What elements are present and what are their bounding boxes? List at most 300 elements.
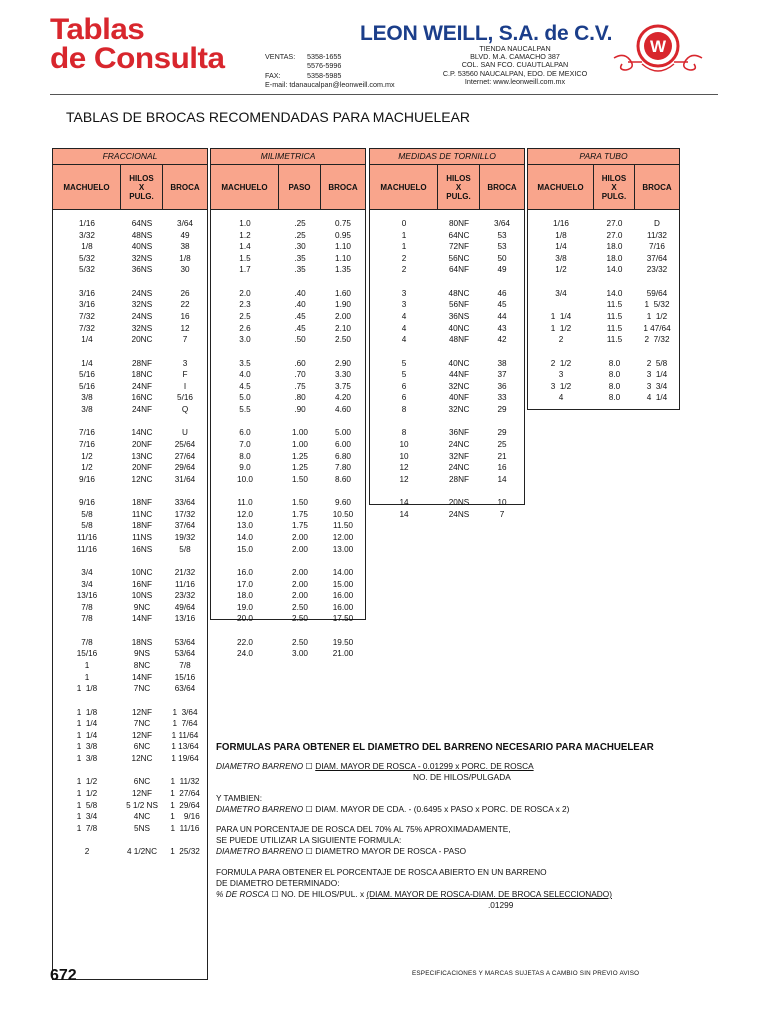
table-cell: 14.0 <box>606 288 623 298</box>
table-cell: 6 <box>401 381 407 391</box>
table-cell: 10 <box>399 440 409 449</box>
table-cell: 1/8 <box>179 253 191 263</box>
table-cell: 11/16 <box>175 579 195 589</box>
disclaimer: ESPECIFICACIONES Y MARCAS SUJETAS A CAMBIO SIN PREVIO AVISO <box>412 970 640 977</box>
table-cell: 26 <box>180 288 190 298</box>
table-cell: 1 <box>401 242 407 252</box>
table-cell: 40NC <box>448 323 470 333</box>
table-cell: 23/32 <box>174 591 196 601</box>
table-cell: 22 <box>180 300 190 310</box>
table-cell: 2 <box>401 253 407 263</box>
table-cell: 9.0 <box>239 463 251 473</box>
table-cell: 38 <box>180 242 190 252</box>
column-header: MACHUELO <box>211 165 279 209</box>
table-cell: 32NF <box>448 451 470 461</box>
table-cell: 7/32 <box>79 323 95 333</box>
table-cell: 13NC <box>131 451 153 461</box>
table-cell: 5/32 <box>79 253 95 263</box>
company-name: LEON WEILL, S.A. de C.V. <box>360 22 613 45</box>
table-cell: 6.80 <box>335 451 351 461</box>
table-cell: 72NF <box>448 242 470 252</box>
table-cell: 5/16 <box>177 393 193 403</box>
formula-expression: DIAMETRO MAYOR DE ROSCA - PASO <box>315 846 467 857</box>
table-cell: U <box>182 428 188 438</box>
table-cell: 25 <box>497 440 507 449</box>
table-cell: 1.7 <box>239 265 251 275</box>
formula-numerator: DIAM. MAYOR DE ROSCA - 0.01299 x PORC. DE ROSCA <box>315 761 534 772</box>
table-cell: 18.0 <box>606 253 623 263</box>
table-cell: 1 5/8 <box>76 800 98 810</box>
table-cell: 1 3/4 <box>76 812 98 822</box>
equals-symbol: ☐ <box>271 889 279 900</box>
table-cell: 17/32 <box>174 509 196 519</box>
table-cell: 24NF <box>131 381 153 391</box>
email-link[interactable]: E-mail: tdanaucalpan@leonweill.com.mx <box>265 79 395 89</box>
fax-number: 5358-5985 <box>307 70 342 80</box>
table-cell: 29 <box>497 428 507 438</box>
table-cell: 3 <box>558 370 564 380</box>
table-cell: 1 3/8 <box>76 754 98 763</box>
table-cell: 32NS <box>131 253 153 263</box>
table-cell: F <box>182 370 188 380</box>
table-cell: 14 <box>399 509 409 519</box>
table-cell: 8NC <box>133 661 151 670</box>
table-cell: 7/8 <box>179 661 191 670</box>
table-cell: 37/64 <box>646 253 668 263</box>
table-cell: 1.90 <box>335 300 351 310</box>
table-cell: 2.00 <box>292 533 308 542</box>
table-cell: 12NF <box>131 707 153 717</box>
table-cell: 4 1/2NC <box>126 847 158 857</box>
table-cell: 1.50 <box>292 474 308 484</box>
table-cell: 4 <box>558 393 564 403</box>
table-cell: 1 7/64 <box>172 719 198 729</box>
table-cell: 2.00 <box>292 579 308 589</box>
table-cell: 16NC <box>131 393 153 403</box>
column-header: BROCA <box>487 182 517 192</box>
table-cell: 1 25/32 <box>170 847 200 857</box>
table-cell: 1 11/32 <box>170 777 200 787</box>
table-cell: 11.5 <box>606 300 623 310</box>
table-cell: 1.10 <box>335 242 351 252</box>
table-cell: I <box>183 381 187 391</box>
table-cell: 1.50 <box>292 498 308 508</box>
table-cell: 3 1/2 <box>550 381 572 391</box>
table-cell: .40 <box>294 300 306 310</box>
store-line: COL. SAN FCO. CUAUTLALPAN <box>461 60 569 70</box>
ventas-phone-2: 5576-5996 <box>307 61 342 71</box>
table-cell: 33/64 <box>174 498 196 508</box>
table-cell: 2.50 <box>292 602 308 612</box>
table-cell: 11NS <box>132 533 152 542</box>
table-cell: 2 7/32 <box>644 335 670 345</box>
table-cell: 1 1/8 <box>76 707 98 717</box>
table-cell: 12 <box>399 474 409 484</box>
table-cell: 3.30 <box>335 370 351 380</box>
table-cell: 2 5/8 <box>646 358 668 368</box>
table-cell: .90 <box>294 405 306 414</box>
table-cell: 3/16 <box>79 288 95 298</box>
table-cell: 12.0 <box>237 509 253 519</box>
table-cell: .45 <box>294 323 306 333</box>
table-cell: 3/16 <box>79 300 95 310</box>
table-cell: 49 <box>497 265 507 275</box>
table-cell: 1 1/2 <box>76 789 98 798</box>
table-cell: 7NC <box>133 684 151 694</box>
table-cell: 1/4 <box>555 242 567 252</box>
table-cell: 11/16 <box>77 533 97 542</box>
formula-denominator: .01299 <box>488 900 514 911</box>
table-cell: 2.3 <box>239 300 251 310</box>
store-line: TIENDA NAUCALPAN <box>479 44 551 53</box>
table-cell: 5/8 <box>179 544 191 554</box>
table-cell: 18NS <box>131 637 153 647</box>
header-divider <box>50 94 718 95</box>
table-cell: 3 3/4 <box>646 381 668 391</box>
table-cell: 2.5 <box>239 312 251 321</box>
table-cell: 1/16 <box>79 219 95 228</box>
table-cell: 49 <box>180 230 190 240</box>
table-cell: 16NS <box>131 544 153 554</box>
table-cell: 3.00 <box>292 649 308 659</box>
table-cell: 20NS <box>448 498 470 508</box>
table-cell: 1 <box>84 661 90 670</box>
table-cell: 1.75 <box>292 509 308 519</box>
table-cell: 3/4 <box>81 568 93 577</box>
table-cell: 1 47/64 <box>643 323 671 333</box>
logo-letter: W <box>649 37 667 56</box>
table-cell: 1/4 <box>81 358 93 368</box>
table-cell: 24NC <box>448 463 470 473</box>
table-cell: 37 <box>497 370 507 380</box>
table-cell: 1 11/16 <box>170 823 200 833</box>
table-cell: 1 <box>401 230 407 240</box>
table-cell: .30 <box>294 242 306 252</box>
table-cell: 6.0 <box>239 428 251 438</box>
formula-expression: DIAM. MAYOR DE CDA. - (0.6495 x PASO x PORC. DE ROSCA x 2) <box>315 803 570 814</box>
table-cell: 12.00 <box>332 533 354 542</box>
table-cell: 9NC <box>133 602 151 612</box>
table-cell: 21/32 <box>174 568 196 577</box>
table-cell: 1.35 <box>335 265 351 275</box>
table-cell: 5.5 <box>239 405 251 414</box>
table-cell: 1 29/64 <box>170 800 200 810</box>
note-text: PARA UN PORCENTAJE DE ROSCA DEL 70% AL 75% APROXIMADAMENTE, <box>216 824 511 835</box>
table-cell: 1 5/32 <box>644 300 670 310</box>
column-header: HILOS X PULG. <box>438 165 480 209</box>
table-cell: 14NF <box>131 672 153 682</box>
table-cell: .60 <box>294 358 306 368</box>
table-cell: 32NC <box>448 405 470 414</box>
table-cell: 63/64 <box>174 684 196 694</box>
table-cell: 18.0 <box>237 591 253 601</box>
table-cell: 3 <box>401 300 407 310</box>
table-cell: 18NC <box>131 370 153 380</box>
table-cell: 2.90 <box>335 358 351 368</box>
table-cell: 1.00 <box>292 440 308 449</box>
table-cell: 4 <box>401 335 407 345</box>
table-cell: 11/16 <box>77 544 97 554</box>
table-cell: 18NF <box>131 498 153 508</box>
table-cell: 1.4 <box>239 242 251 252</box>
table-cell: 36 <box>497 381 507 391</box>
column-header: BROCA <box>642 182 672 192</box>
table-cell: 20NF <box>131 463 153 473</box>
table-cell: 15.00 <box>332 579 354 589</box>
table-cell: 1 7/8 <box>76 823 98 833</box>
table-cell: 11.5 <box>606 335 623 345</box>
table-cell: 64NF <box>448 265 470 275</box>
table-cell: 1 1/2 <box>76 777 98 787</box>
table-cell: 53/64 <box>174 637 196 647</box>
table-cell: 44 <box>497 312 507 321</box>
table-cell: 13/16 <box>76 591 98 601</box>
table-cell: 1 9/16 <box>170 812 200 822</box>
table-cell: 59/64 <box>646 288 668 298</box>
table-cell: 36NS <box>448 312 470 321</box>
column-headers <box>53 165 207 210</box>
table-cell: 3/4 <box>555 288 567 298</box>
table-cell: 18.0 <box>606 242 623 252</box>
table-cell: 40NF <box>448 393 470 403</box>
table-cell: 16NF <box>131 579 153 589</box>
ventas-label: VENTAS: <box>265 52 296 61</box>
table-cell: 7NC <box>133 719 151 729</box>
table-title: PARA TUBO <box>528 149 679 165</box>
table-cell: 3/8 <box>81 405 93 414</box>
table-cell: 1 1/4 <box>550 312 572 321</box>
table-cell: 5/16 <box>79 370 95 380</box>
table-cell: 16.00 <box>332 602 354 612</box>
formula-label: % DE ROSCA <box>216 889 270 900</box>
contact-info <box>265 52 395 89</box>
table-cell: 2.50 <box>335 335 351 345</box>
table-cell: 37/64 <box>174 521 196 531</box>
table-cell: 64NS <box>131 219 153 228</box>
table-cell: 3 1/4 <box>646 370 668 380</box>
table-cell: 2 <box>84 847 90 857</box>
table-cell: 9/16 <box>79 474 95 484</box>
column-header: MACHUELO <box>528 165 594 209</box>
table-cell: 56NC <box>448 253 470 263</box>
formulas-section <box>216 742 716 911</box>
table-cell: 6NC <box>133 777 151 787</box>
table-cell: 1 3/8 <box>76 742 98 752</box>
fax-label: FAX: <box>265 70 281 80</box>
table-cell: 2.6 <box>239 323 251 333</box>
table-cell: 3/8 <box>81 393 93 403</box>
table-cell: 5.0 <box>239 393 251 403</box>
table-cell: .50 <box>294 335 306 345</box>
table-title: MILIMETRICA <box>211 149 365 165</box>
table-cell: 3 <box>182 358 188 368</box>
table-cell: 28NF <box>131 358 153 368</box>
table-cell: 7/32 <box>79 312 95 321</box>
table-cell: 1 27/64 <box>170 789 200 798</box>
table-cell: 12 <box>180 323 190 333</box>
table-cell: 11NC <box>131 509 153 519</box>
table-cell: 21.00 <box>332 649 354 659</box>
table-cell: 10.0 <box>237 474 253 484</box>
table-cell: 15/16 <box>174 672 196 682</box>
website-link[interactable]: Internet: www.leonweill.com.mx <box>464 76 566 86</box>
table-cell: 18NF <box>131 521 153 531</box>
table-cell: 8.0 <box>608 381 621 391</box>
table-cell: .25 <box>294 219 306 228</box>
table-cell: 48NF <box>448 335 470 345</box>
page-title: TABLAS DE BROCAS RECOMENDADAS PARA MACHUELEAR <box>66 109 471 125</box>
table-cell: 6.00 <box>335 440 351 449</box>
table-cell: 1.0 <box>239 219 251 228</box>
table-cell: .80 <box>294 393 306 403</box>
column-header: PASO <box>279 165 321 209</box>
store-address <box>410 45 620 86</box>
table-cell: 19.0 <box>237 602 253 612</box>
formula-numerator: (DIAM. MAYOR DE ROSCA-DIAM. DE BROCA SELECCIONADO) <box>366 889 612 900</box>
table-cell: 53 <box>497 242 507 252</box>
table-cell: 80NF <box>448 219 470 228</box>
table-cell: 29 <box>497 405 507 414</box>
table-cell: 38 <box>497 358 507 368</box>
table-cell: 20NC <box>131 335 153 345</box>
formula-label: DIAMETRO BARRENO <box>216 846 304 857</box>
equals-symbol: ☐ <box>305 803 313 814</box>
table-cell: 1/16 <box>553 219 569 228</box>
table-cell: 3/64 <box>177 219 193 228</box>
table-cell: 1.60 <box>335 288 351 298</box>
table-cell: 7/16 <box>79 440 95 449</box>
table-para-tubo <box>527 148 680 410</box>
table-cell: 2.00 <box>292 568 308 577</box>
table-cell: 11.50 <box>333 521 353 531</box>
table-cell: 5/32 <box>79 265 95 275</box>
table-cell: 23/32 <box>646 265 668 275</box>
table-cell: 5/8 <box>81 509 93 519</box>
table-cell: 16.0 <box>237 568 253 577</box>
table-cell: 7.0 <box>239 440 251 449</box>
table-cell: 45 <box>497 300 507 310</box>
table-cell: 14NC <box>131 428 153 438</box>
table-cell: 28NF <box>448 474 470 484</box>
company-logo <box>612 18 704 80</box>
table-cell: 16.00 <box>332 591 354 601</box>
column-headers <box>211 165 365 210</box>
table-cell: 4.0 <box>239 370 251 380</box>
table-cell: 12NF <box>131 789 153 798</box>
table-cell: 1/8 <box>81 242 93 252</box>
table-cell: 10 <box>399 451 409 461</box>
table-cell: 19.50 <box>332 637 354 647</box>
table-cell: 2.50 <box>292 614 308 624</box>
table-cell: .35 <box>294 253 306 263</box>
table-cell: 32NS <box>131 323 153 333</box>
table-cell: 1 11/64 <box>171 730 199 740</box>
table-cell: 2 1/2 <box>550 358 572 368</box>
table-cell: 24NF <box>131 405 153 414</box>
table-cell: 40NC <box>448 358 470 368</box>
table-cell: 24NS <box>131 312 153 321</box>
table-cell: 49/64 <box>174 602 196 612</box>
table-cell: 14.00 <box>332 568 354 577</box>
table-cell: .25 <box>294 230 306 240</box>
table-cell: 24.0 <box>237 649 253 659</box>
column-header: MACHUELO <box>370 165 438 209</box>
table-cell: 7.80 <box>335 463 351 473</box>
table-cell: 17.50 <box>332 614 354 624</box>
formulas-title: FORMULAS PARA OBTENER EL DIAMETRO DEL BARRENO NECESARIO PARA MACHUELEAR <box>216 742 654 753</box>
table-cell: 7 <box>182 335 188 345</box>
table-cell: 20NF <box>131 440 153 449</box>
table-cell: 12NF <box>131 730 153 740</box>
table-cell: 10.50 <box>332 509 354 519</box>
table-cell: 3.0 <box>239 335 251 345</box>
table-cell: 3.75 <box>335 381 351 391</box>
table-cell: 48NS <box>131 230 153 240</box>
table-cell: 13.0 <box>237 521 253 531</box>
table-cell: 40NS <box>131 242 153 252</box>
table-cell: 2.50 <box>292 637 308 647</box>
table-cell: 8.60 <box>335 474 351 484</box>
table-cell: 0 <box>401 219 407 228</box>
table-cell: 15.0 <box>237 544 253 554</box>
table-cell: 14NF <box>131 614 153 624</box>
table-cell: Q <box>181 405 189 414</box>
table-cell: 7/8 <box>81 614 93 624</box>
column-header: BROCA <box>170 182 200 192</box>
table-cell: 6 <box>401 393 407 403</box>
table-cell: 8 <box>401 405 407 414</box>
table-cell: 8.0 <box>239 451 251 461</box>
table-cell: 15/16 <box>76 649 98 659</box>
store-line: BLVD. M.A. CAMACHO 387 <box>470 52 560 62</box>
table-cell: 5 <box>401 358 407 368</box>
table-cell: 1 19/64 <box>171 754 199 763</box>
table-cell: 11.5 <box>606 312 623 321</box>
table-cell: 12NC <box>131 474 153 484</box>
table-cell: 2 <box>558 335 564 345</box>
table-cell: 46 <box>497 288 507 298</box>
table-cell: 14 <box>399 498 409 508</box>
table-cell: 6NC <box>133 742 151 752</box>
table-cell: 4.5 <box>239 381 251 391</box>
formula-label: DIAMETRO BARRENO <box>216 761 304 772</box>
table-cell: 12 <box>399 463 409 473</box>
formula-label: DIAMETRO BARRENO <box>216 803 304 814</box>
table-cell: 42 <box>497 335 507 345</box>
table-cell: 9NS <box>134 649 150 659</box>
table-cell: D <box>654 219 660 228</box>
column-header: HILOS X PULG. <box>121 165 163 209</box>
table-cell: 7/8 <box>81 602 93 612</box>
table-cell: 1 1/2 <box>646 312 668 321</box>
table-cell: 1/4 <box>81 335 93 345</box>
table-cell: 0.95 <box>335 230 351 240</box>
table-cell: 4.20 <box>335 393 351 403</box>
column-headers <box>370 165 524 210</box>
table-cell: 12NC <box>131 754 153 763</box>
table-cell: 11/32 <box>647 230 667 240</box>
table-cell: 1 1/2 <box>550 323 572 333</box>
table-cell: 22.0 <box>237 637 253 647</box>
table-cell: 24NS <box>131 288 153 298</box>
table-cell: 1.75 <box>292 521 308 531</box>
table-cell: 1/2 <box>555 265 567 275</box>
table-cell: 10NS <box>131 591 153 601</box>
table-cell: 5.00 <box>335 428 351 438</box>
table-cell: 1 <box>84 672 90 682</box>
table-cell: 8.0 <box>608 370 621 380</box>
table-medidas-de-tornillo <box>369 148 525 519</box>
